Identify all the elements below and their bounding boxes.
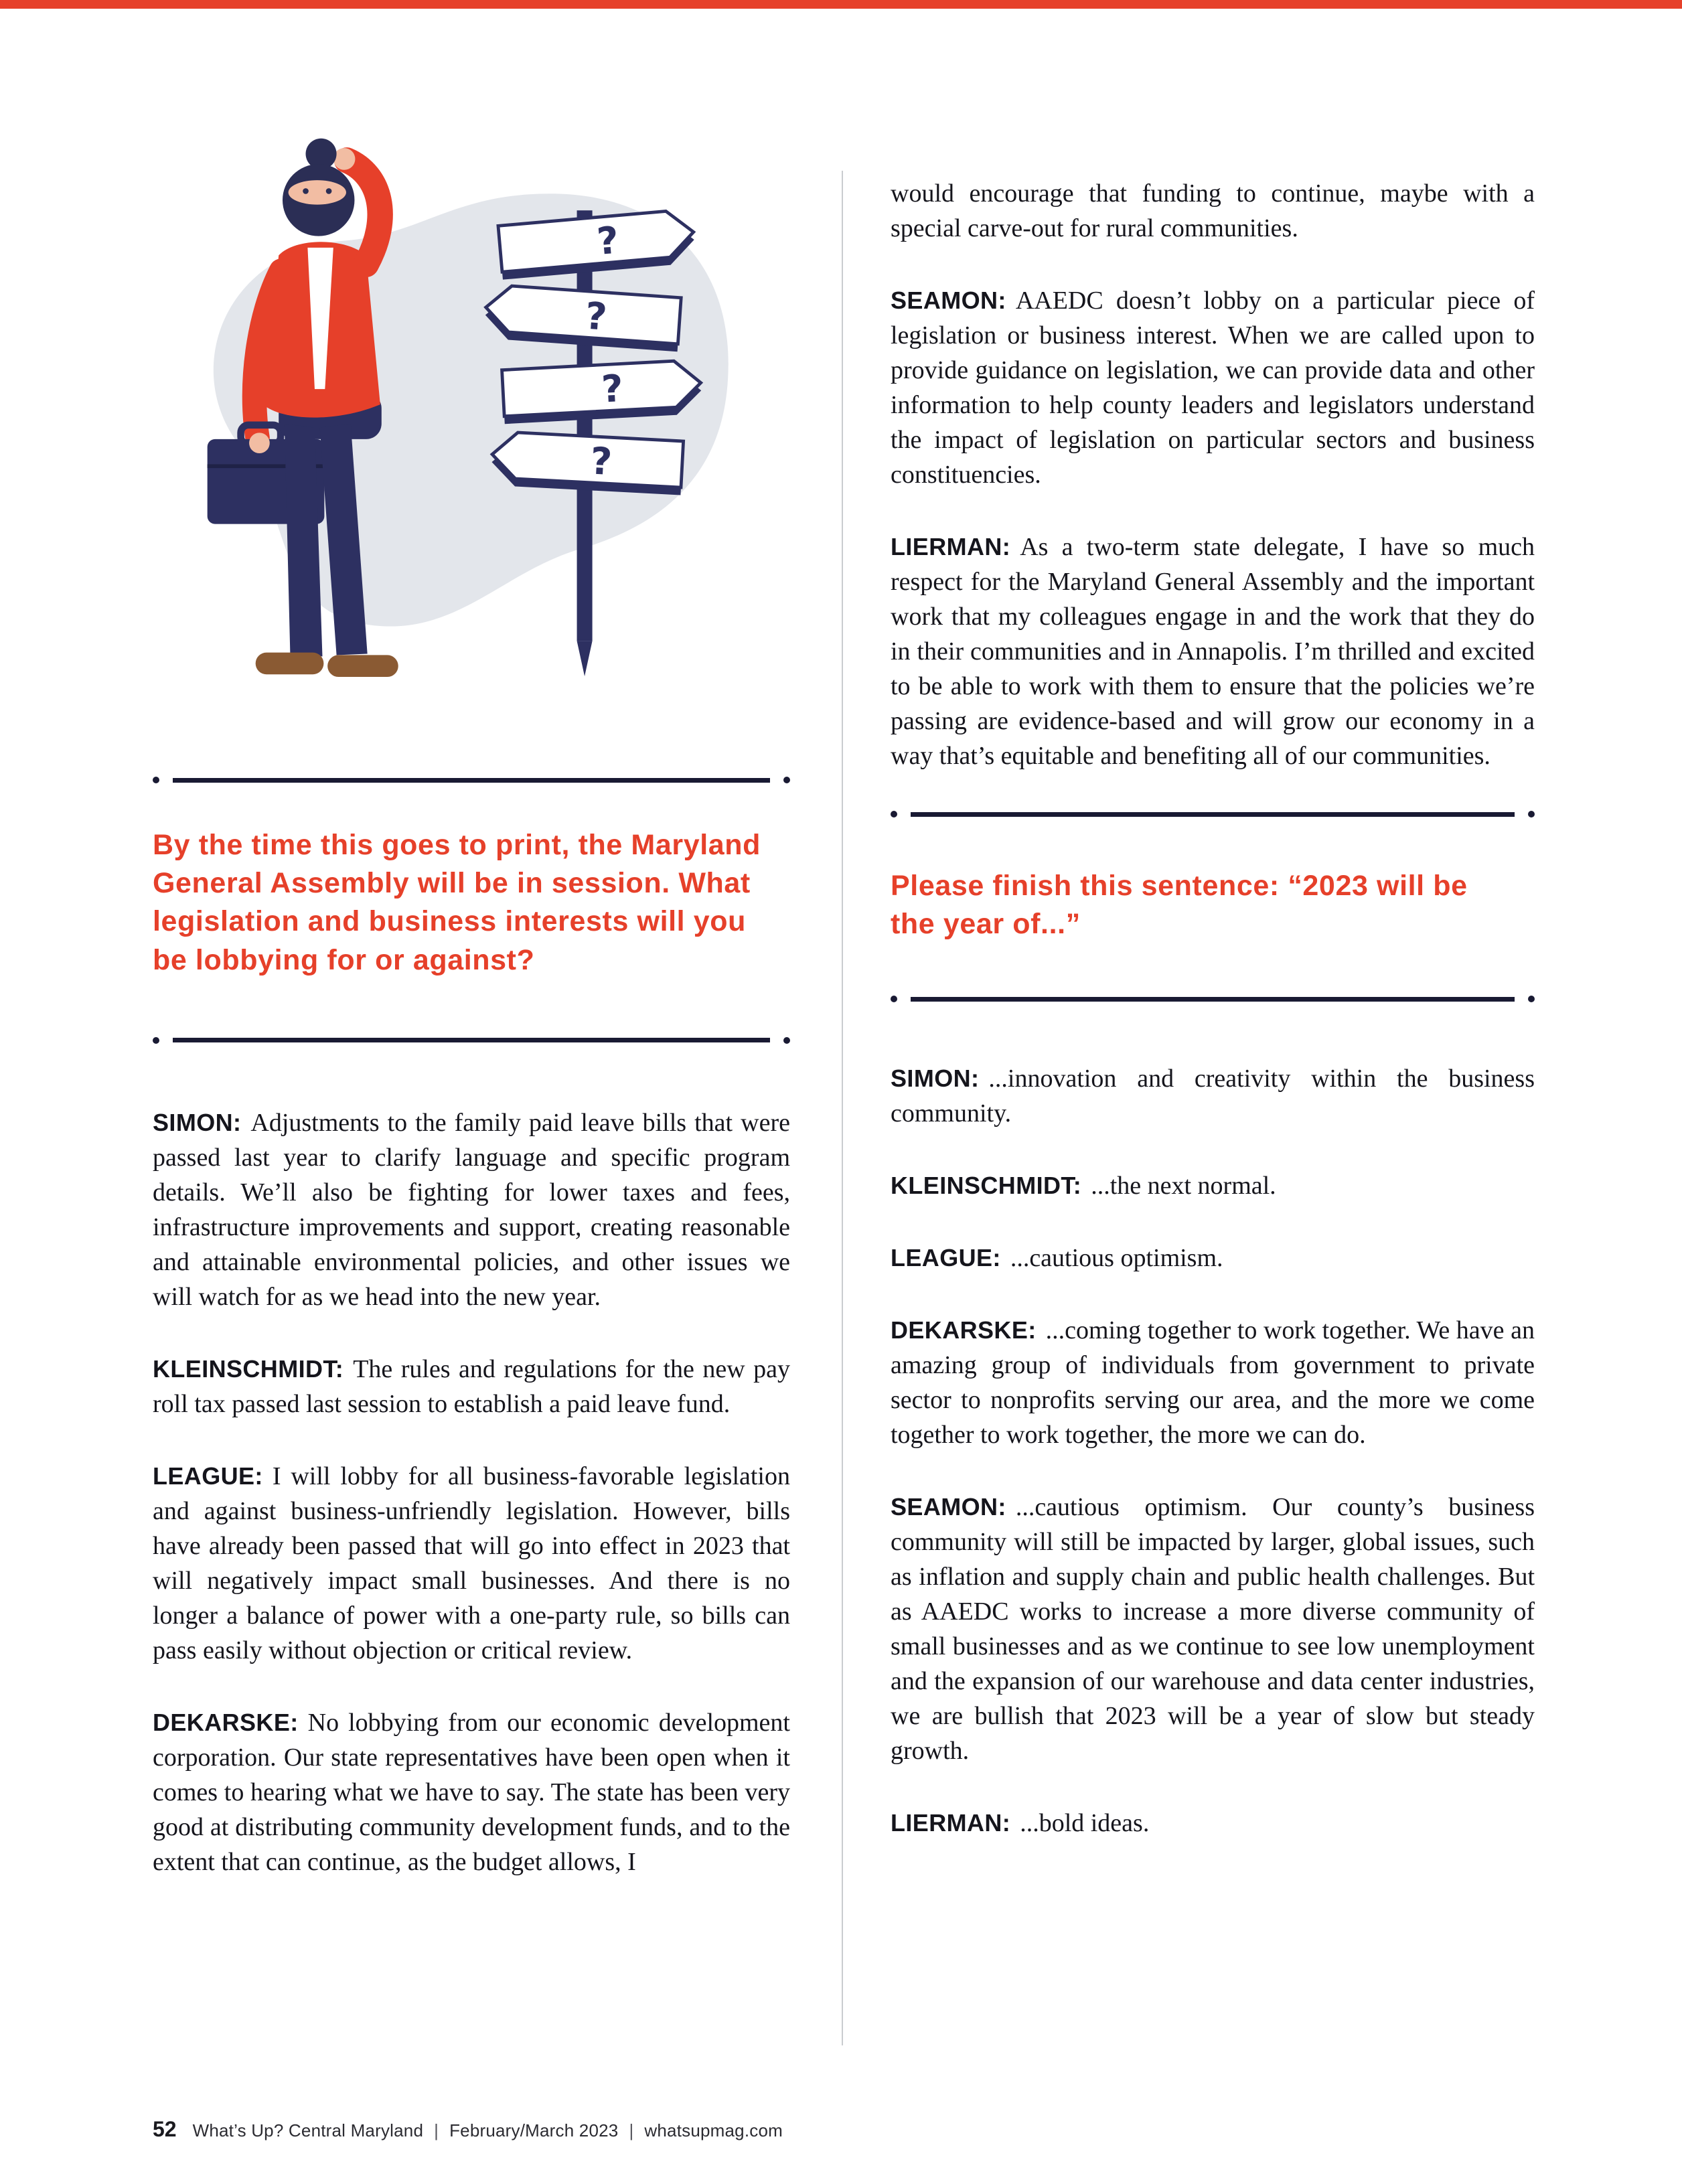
- speaker-label: LIERMAN:: [891, 1809, 1011, 1837]
- question-mark: ?: [589, 439, 613, 485]
- answer-paragraph: [891, 1061, 1535, 1131]
- divider-line: [911, 812, 1515, 817]
- divider-line: [173, 778, 770, 783]
- answer-paragraph: [891, 1168, 1535, 1203]
- speaker-label: KLEINSCHMIDT:: [153, 1354, 344, 1383]
- question-mark: ?: [600, 366, 625, 412]
- answer-text: ...bold ideas.: [1020, 1809, 1150, 1838]
- speaker-label: LIERMAN:: [891, 533, 1011, 560]
- speaker-label: KLEINSCHMIDT:: [891, 1172, 1082, 1200]
- top-accent-bar: [0, 0, 1682, 9]
- answer-paragraph: [891, 1490, 1535, 1768]
- divider-dot: [153, 777, 159, 783]
- speaker-label: DEKARSKE:: [891, 1316, 1037, 1344]
- answer-paragraph: [153, 1705, 790, 1879]
- signboard-3: [502, 360, 702, 424]
- answer-text: The rules and regulations for the new pay roll tax passed last session to establish a paid leave fund.: [153, 1354, 790, 1418]
- section-divider: [891, 996, 1535, 1002]
- speaker-label: SIMON:: [153, 1108, 242, 1136]
- section-divider: [891, 811, 1535, 817]
- divider-line: [911, 997, 1515, 1002]
- answer-text: As a two-term state delegate, I have so much respect for the Maryland General Assembly and the important work that my colleagues engage in and the work that they do in their communities and in Annapolis. I’m thrilled and excited to be able to work with them to ensure that the policies we’re passing are evidence-based and will grow our economy in a way that’s equitable and benefiting all of our communities.: [891, 533, 1535, 770]
- divider-dot: [783, 1037, 790, 1044]
- right-column: [891, 9, 1535, 1879]
- answer-text: ...cautious optimism.: [1010, 1244, 1223, 1273]
- speaker-label: LEAGUE:: [891, 1244, 1001, 1272]
- continuation-paragraph: would encourage that funding to continue, maybe with a special carve-out for rural communities.: [891, 179, 1535, 242]
- footer-website: whatsupmag.com: [644, 2120, 783, 2140]
- answer-paragraph: [891, 1806, 1535, 1841]
- question-mark: ?: [583, 294, 609, 339]
- section-divider: [153, 777, 790, 783]
- divider-line: [173, 1038, 770, 1042]
- answer-paragraph: [153, 1459, 790, 1668]
- divider-dot: [891, 811, 897, 817]
- speaker-label: SEAMON:: [891, 287, 1006, 314]
- page-number: 52: [153, 2117, 177, 2141]
- column-divider-line: [842, 171, 843, 2045]
- answer-text: No lobbying from our economic development corporation. Our state representatives have been open when it comes to hearing what we have to say. The state has been very good at distributing community development funds, and to the extent that can continue, as the budget allows, I: [153, 1708, 790, 1876]
- confused-man-signpost-illustration: [153, 102, 763, 742]
- speaker-label: SIMON:: [891, 1065, 980, 1093]
- left-column: [153, 9, 790, 1879]
- answer-text: ...the next normal.: [1091, 1172, 1276, 1200]
- section-divider: [153, 1037, 790, 1044]
- divider-dot: [1528, 811, 1535, 817]
- answer-paragraph: [891, 530, 1535, 773]
- question-mark: ?: [595, 218, 621, 264]
- answer-text: Adjustments to the family paid leave bills that were passed last year to clarify language and specific program details. We’ll also be fighting for lower taxes and fees, infrastructure improvements and support, creating reasonable and attainable environmental policies, and other issues we will watch for as we head into the new year.: [153, 1108, 790, 1311]
- answer-text: ...cautious optimism. Our county’s business community will still be impacted by larger, global issues, such as inflation and supply chain and public health challenges. But as AAEDC works to increase a more diverse community of small businesses and as we continue to see low unemployment and the expansion of our warehouse and data center industries, we are bullish that 2023 will be a year of slow but steady growth.: [891, 1493, 1535, 1766]
- divider-dot: [153, 1037, 159, 1044]
- question-heading-2023: Please finish this sentence: “2023 will be the year of...”: [891, 870, 1468, 941]
- answer-text: ...innovation and creativity within the business community.: [891, 1065, 1535, 1128]
- answer-paragraph: [891, 1313, 1535, 1452]
- answer-paragraph: [891, 283, 1535, 492]
- divider-dot: [783, 777, 790, 783]
- answer-text: ...coming together to work together. We have an amazing group of individuals from government to private sector to nonprofits serving our area, and the more we come together to work together, the more we can do.: [891, 1316, 1535, 1450]
- footer-issue-date: February/March 2023: [449, 2120, 619, 2140]
- answer-paragraph: [891, 1241, 1535, 1275]
- speaker-label: LEAGUE:: [153, 1462, 263, 1490]
- speaker-label: DEKARSKE:: [153, 1708, 299, 1736]
- footer-separator: |: [629, 2120, 634, 2140]
- answer-text: AAEDC doesn’t lobby on a particular piece of legislation or business interest. When we are called upon to provide guidance on legislation, we can provide data and other information to help county leaders and legislators understand the impact of legislation on particular sectors and business constituencies.: [891, 287, 1535, 489]
- signboard-4: [491, 431, 684, 495]
- answer-text: I will lobby for all business-favorable legislation and against business-unfriendly legislation. However, bills have already been passed that will go into effect in 2023 that will negatively impact small businesses. And there is no longer a balance of power with a one-party rule, so bills can pass easily without objection or critical review.: [153, 1462, 790, 1664]
- footer-separator: |: [434, 2120, 439, 2140]
- divider-dot: [1528, 996, 1535, 1002]
- speaker-label: SEAMON:: [891, 1493, 1006, 1521]
- answer-paragraph: [153, 1352, 790, 1421]
- divider-dot: [891, 996, 897, 1002]
- question-heading-lobbying: By the time this goes to print, the Maryland General Assembly will be in session. What legislation and business interests will you be lobbying for or against?: [153, 829, 761, 976]
- page-footer: [153, 2117, 783, 2142]
- answer-paragraph: [153, 1105, 790, 1314]
- footer-magazine-title: What’s Up? Central Maryland: [192, 2120, 424, 2140]
